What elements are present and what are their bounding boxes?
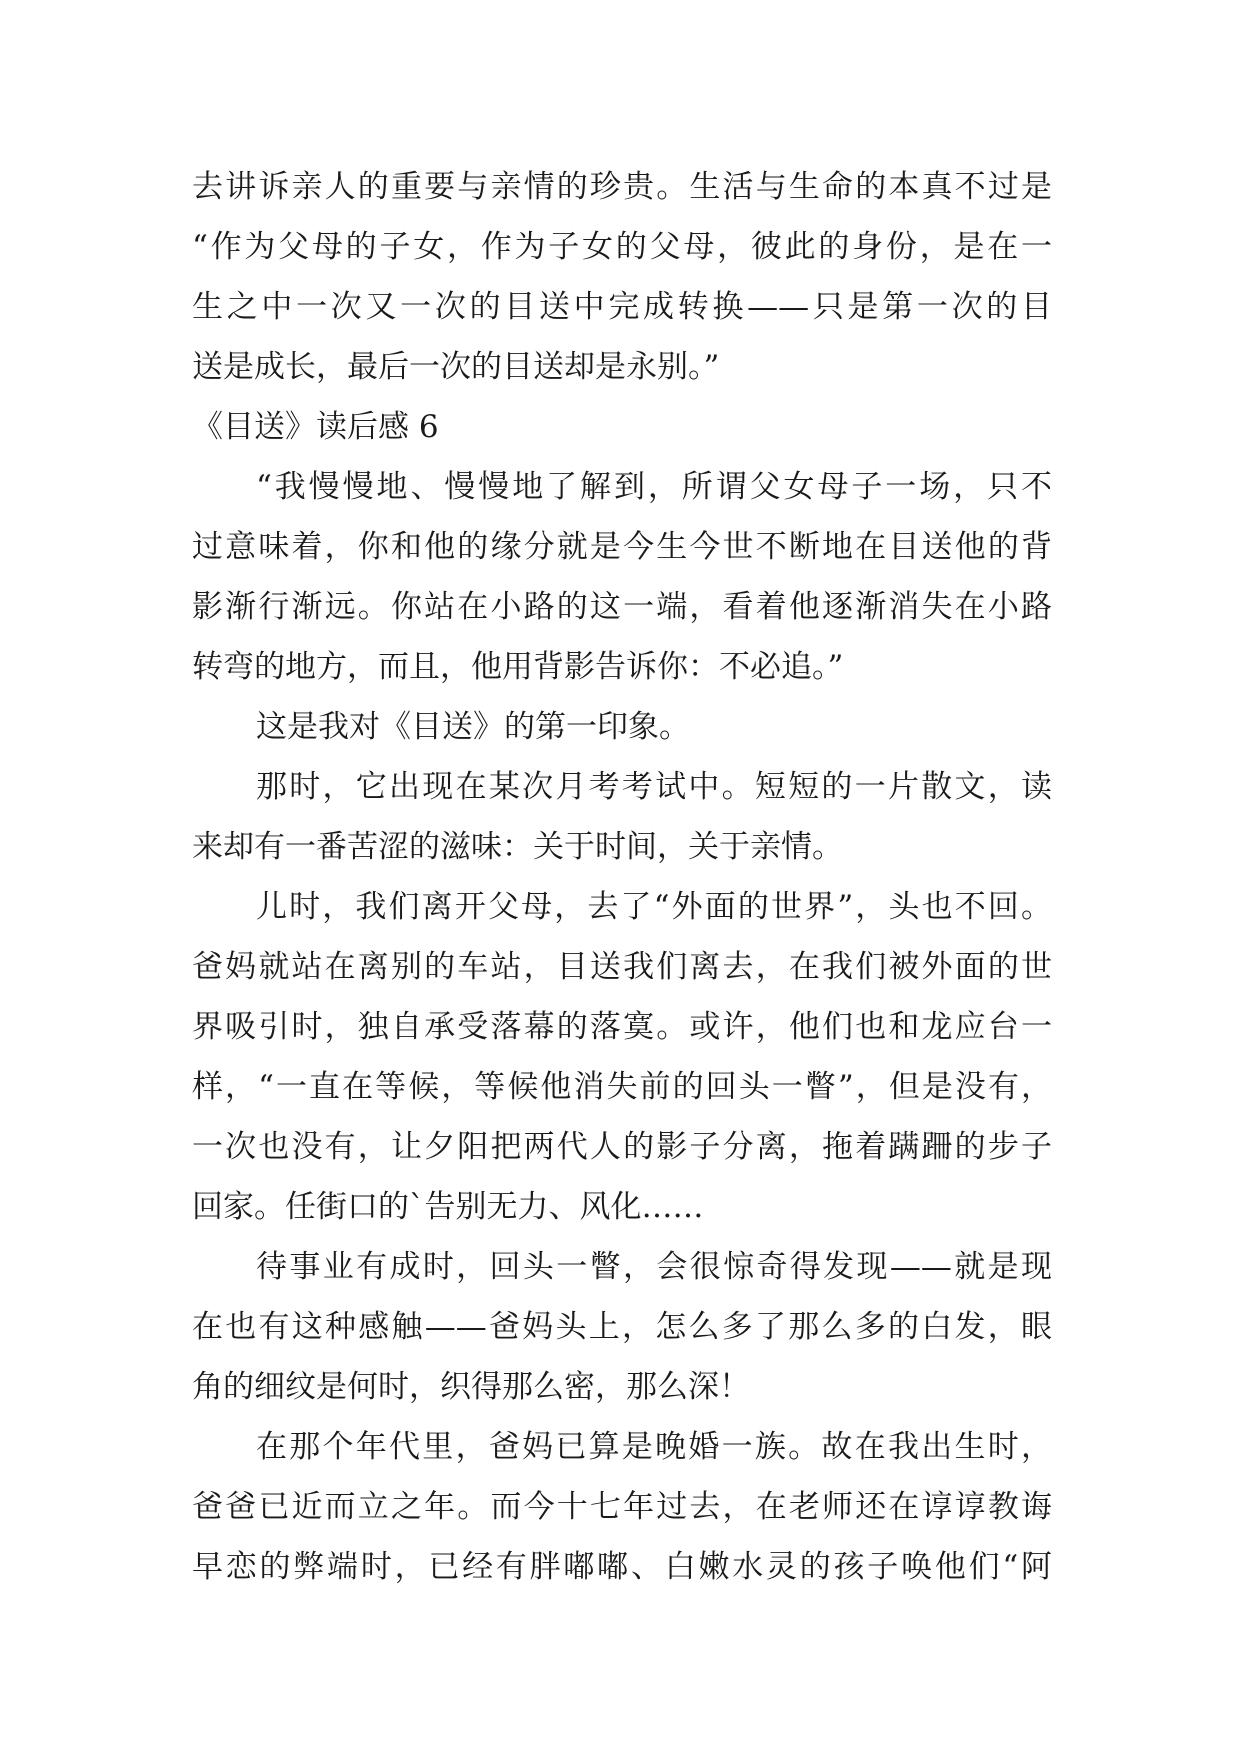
paragraph-line: 爸妈就站在离别的车站，目送我们离去，在我们被外面的世 bbox=[192, 949, 1052, 985]
paragraph-5 bbox=[192, 1237, 1052, 1417]
paragraph-line: 早恋的弊端时，已经有胖嘟嘟、白嫩水灵的孩子唤他们“阿 bbox=[192, 1549, 1052, 1585]
paragraph-line: 来却有一番苦涩的滋味：关于时间，关于亲情。 bbox=[192, 829, 843, 865]
paragraph-line: “我慢慢地、慢慢地了解到，所谓父女母子一场，只不 bbox=[256, 469, 1052, 505]
paragraph-line: 角的细纹是何时，织得那么密，那么深！ bbox=[192, 1369, 750, 1405]
paragraph-line: 生之中一次又一次的目送中完成转换——只是第一次的目 bbox=[192, 289, 1052, 325]
section-heading: 《目送》读后感 6 bbox=[192, 409, 439, 445]
paragraph-line: 界吸引时，独自承受落幕的落寞。或许，他们也和龙应台一 bbox=[192, 1009, 1052, 1045]
paragraph-6 bbox=[192, 1417, 1052, 1597]
paragraph-line: 在也有这种感触——爸妈头上，怎么多了那么多的白发，眼 bbox=[192, 1309, 1052, 1345]
paragraph-line: 在那个年代里，爸妈已算是晚婚一族。故在我出生时， bbox=[256, 1429, 1052, 1465]
paragraph-line: 送是成长，最后一次的目送却是永别。” bbox=[192, 349, 720, 385]
paragraph-2 bbox=[192, 697, 1052, 757]
paragraph-line: 转弯的地方，而且，他用背影告诉你：不必追。” bbox=[192, 649, 844, 685]
paragraph-line: 影渐行渐远。你站在小路的这一端，看着他逐渐消失在小路 bbox=[192, 589, 1052, 625]
paragraph-line: 儿时，我们离开父母，去了“外面的世界”，头也不回。 bbox=[256, 889, 1052, 925]
paragraph-line: 待事业有成时，回头一瞥，会很惊奇得发现——就是现 bbox=[256, 1249, 1052, 1285]
paragraph-line: 回家。任街口的`告别无力、风化…… bbox=[192, 1189, 704, 1225]
paragraph-3 bbox=[192, 757, 1052, 877]
paragraph-line: 样，“一直在等候，等候他消失前的回头一瞥”，但是没有， bbox=[192, 1069, 1052, 1105]
paragraph-line: 去讲诉亲人的重要与亲情的珍贵。生活与生命的本真不过是 bbox=[192, 169, 1052, 205]
paragraph-1 bbox=[192, 457, 1052, 697]
paragraph-line: 一次也没有，让夕阳把两代人的影子分离，拖着蹒跚的步子 bbox=[192, 1129, 1052, 1165]
paragraph-line: 这是我对《目送》的第一印象。 bbox=[256, 709, 690, 745]
paragraph-line: 过意味着，你和他的缘分就是今生今世不断地在目送他的背 bbox=[192, 529, 1052, 565]
intro-paragraph bbox=[192, 157, 1052, 397]
paragraph-line: “作为父母的子女，作为子女的父母，彼此的身份，是在一 bbox=[192, 229, 1052, 265]
document-body bbox=[192, 157, 1052, 1597]
paragraph-line: 那时，它出现在某次月考考试中。短短的一片散文，读 bbox=[256, 769, 1052, 805]
paragraph-line: 爸爸已近而立之年。而今十七年过去，在老师还在谆谆教诲 bbox=[192, 1489, 1052, 1525]
paragraph-4 bbox=[192, 877, 1052, 1237]
